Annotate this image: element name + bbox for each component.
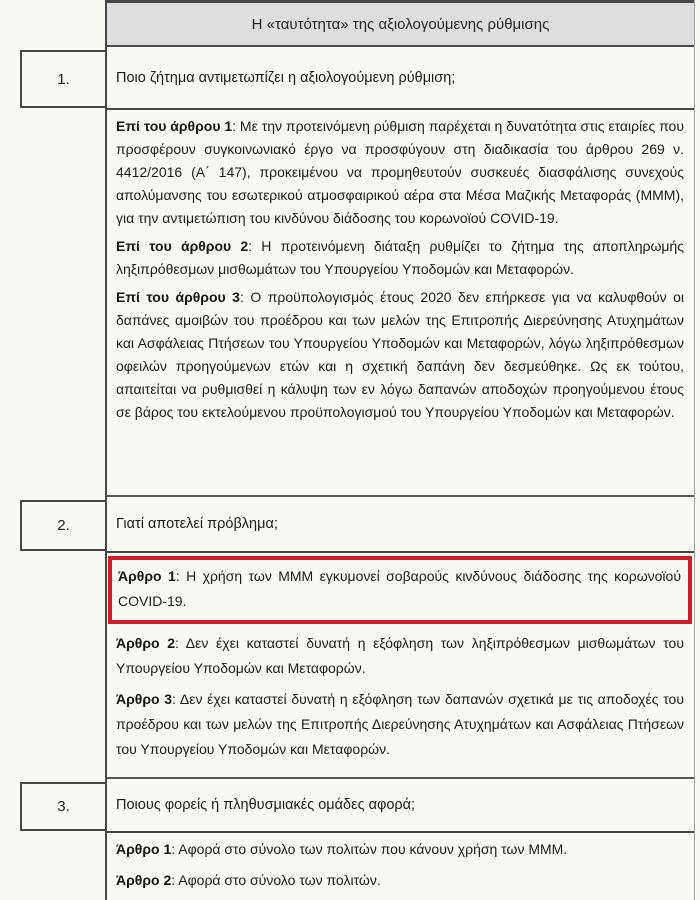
article-label: Άρθρο 2	[116, 635, 176, 651]
commentary-article-3: Επί του άρθρου 3: Ο προϋπολογισμός έτους 2020 δεν επήρκεσε για να καλυφθούν οι δαπάνες αμοιβών του προέδρου και των μελών της Επιτροπής Διερεύνησης Ατυχημάτων και Ασφάλειας Πτήσεων του Υπουργείου Υποδομών και Μεταφορών, λόγω ληξιπρόθεσμων οφειλών προηγούμενων ετών και η σχετική δαπάνη δεν δεσμεύθηκε. Ως εκ τούτου, απαιτείται να ρυθμισθεί η κάλυψη των εν λόγω δαπανών αποδοχών προηγούμενου έτους σε βάρος του εκτελούμενου προϋπολογισμού του Υπουργείου Υποδομών και Μεταφορών.	[116, 289, 685, 420]
article-label: Άρθρο 1	[118, 568, 176, 584]
problem-article-2: Άρθρο 2: Δεν έχει καταστεί δυνατή η εξόφληση των ληξιπρόθεσμων μισθωμάτων του Υπουργείου Υποδομών και Μεταφορών.	[116, 635, 684, 676]
article-label: Άρθρο 1	[116, 841, 172, 857]
problem-article-1: Άρθρο 1: Η χρήση των ΜΜΜ εγκυμονεί σοβαρούς κινδύνους διάδοσης της κορωνοϊού COVID-19.	[118, 568, 681, 609]
commentary-article-1: Επί του άρθρου 1: Με την προτεινόμενη ρύθμιση παρέχεται η δυνατότητα στις εταιρίες που προσφέρουν συγκοινωνιακό έργο να προσφύγουν στη διαδικασία του άρθρου 269 ν. 4412/2016 (Α΄ 147), προκειμένου να προμηθευτούν συσκευές διασφάλισης συνεχούς απολύμανσης του εσωτερικού ατμοσφαιρικού αέρα στα Μέσα Μαζικής Μεταφοράς (ΜΜΜ), για την αντιμετώπιση του κινδύνου διάδοσης του κορωνοϊού COVID-19.	[116, 118, 684, 226]
row-number-2: 2.	[20, 500, 107, 551]
article-label: Επί του άρθρου 1	[116, 118, 233, 134]
article-label: Άρθρο 3	[116, 691, 173, 707]
commentary-article-2: Επί του άρθρου 2: Η προτεινόμενη διάταξη ρυθμίζει το ζήτημα της αποπληρωμής ληξιπρόθεσμων μισθωμάτων του Υπουργείου Υποδομών και Μεταφορών.	[116, 238, 684, 277]
question-1: Ποιο ζήτημα αντιμετωπίζει η αξιολογούμενη ρύθμιση;	[107, 47, 694, 110]
question-3: Ποιους φορείς ή πληθυσμιακές ομάδες αφορά;	[107, 779, 694, 833]
regulation-identity-table	[105, 0, 695, 900]
highlight-box	[108, 556, 692, 624]
answers-2	[107, 553, 694, 779]
row-number-1: 1.	[20, 50, 107, 108]
table-title: Η «ταυτότητα» της αξιολογούμενης ρύθμισης	[107, 0, 694, 47]
problem-article-3: Άρθρο 3: Δεν έχει καταστεί δυνατή η εξόφληση των δαπανών σχετικά με τις αποδοχές του προέδρου και των μελών της Επιτροπής Διερεύνησης Ατυχημάτων και Ασφάλειας Πτήσεων του Υπουργείου Υποδομών και Μεταφορών.	[116, 691, 684, 757]
article-label: Άρθρο 2	[116, 872, 172, 888]
scope-article-1: Άρθρο 1: Αφορά στο σύνολο των πολιτών που κάνουν χρήση των ΜΜΜ.	[116, 841, 568, 857]
article-label: Επί του άρθρου 2	[116, 238, 249, 254]
answers-1	[107, 110, 694, 497]
question-2: Γιατί αποτελεί πρόβλημα;	[107, 497, 694, 553]
article-label: Επί του άρθρου 3	[116, 289, 240, 305]
answers-3	[107, 833, 694, 900]
scope-article-2: Άρθρο 2: Αφορά στο σύνολο των πολιτών.	[116, 872, 381, 888]
row-number-3: 3.	[20, 782, 107, 831]
